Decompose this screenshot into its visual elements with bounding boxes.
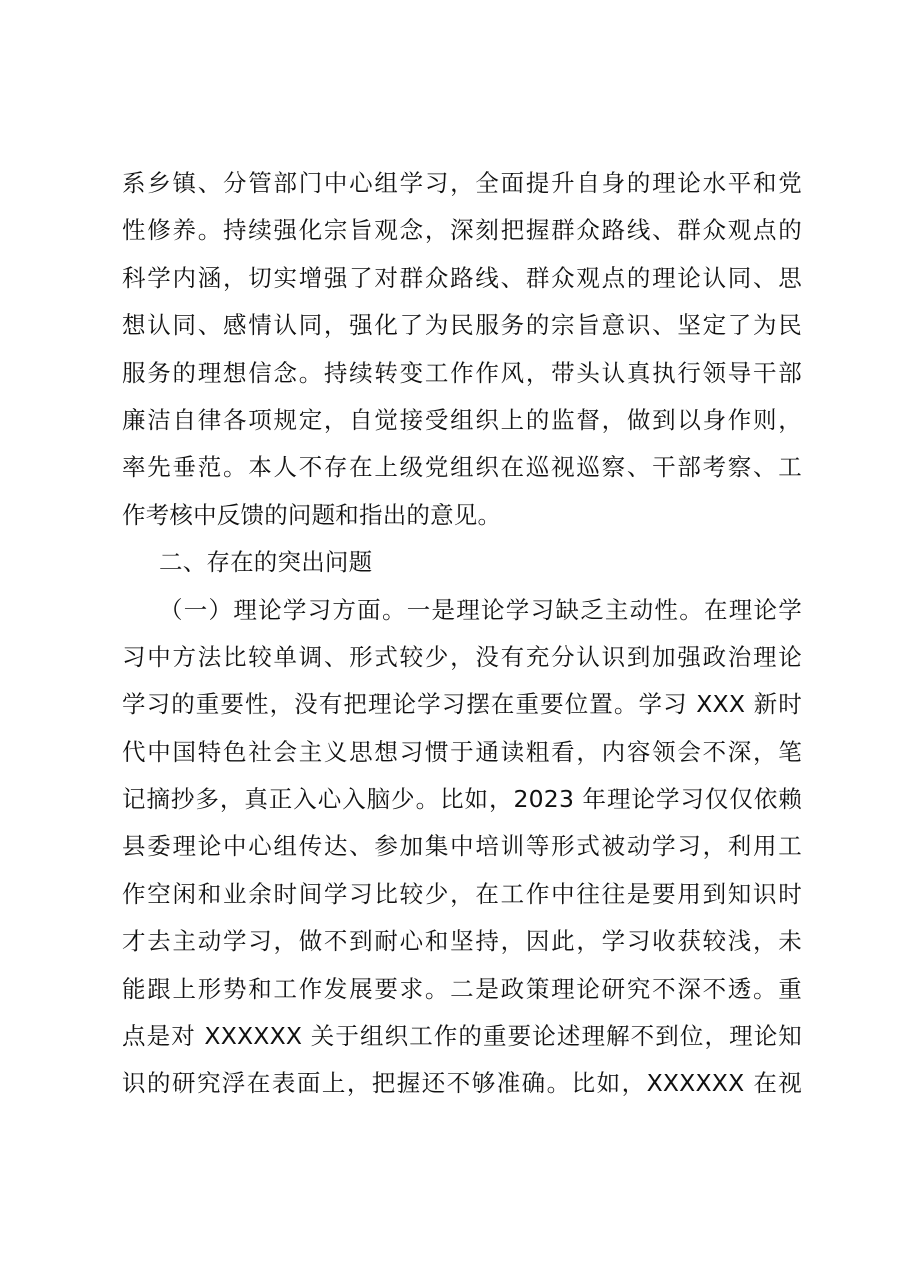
text-line: 习中方法比较单调、形式较少，没有充分认识到加强政治理论 (122, 642, 802, 671)
text-line: 县委理论中心组传达、参加集中培训等形式被动学习，利用工 (122, 832, 802, 861)
text-line: 识的研究浮在表面上，把握还不够准确。比如，XXXXXX 在视 (122, 1069, 802, 1098)
text-line: 作考核中反馈的问题和指出的意见。 (122, 500, 502, 529)
text-line: 作空闲和业余时间学习比较少，在工作中往往是要用到知识时 (122, 879, 802, 908)
text-line: 率先垂范。本人不存在上级党组织在巡视巡察、干部考察、工 (122, 453, 802, 482)
text-line: 科学内涵，切实增强了对群众路线、群众观点的理论认同、思 (122, 263, 802, 292)
text-line: （一）理论学习方面。一是理论学习缺乏主动性。在理论学 (159, 595, 802, 624)
text-line: 代中国特色社会主义思想习惯于通读粗看，内容领会不深，笔 (122, 737, 802, 766)
text-line: 点是对 XXXXXX 关于组织工作的重要论述理解不到位，理论知 (122, 1022, 802, 1051)
document-body (122, 160, 802, 1108)
section-heading: 二、存在的突出问题 (159, 548, 373, 577)
text-line: 系乡镇、分管部门中心组学习，全面提升自身的理论水平和党 (122, 169, 802, 197)
paragraph-1 (122, 160, 802, 539)
text-line: 学习的重要性，没有把理论学习摆在重要位置。学习 XXX 新时 (122, 690, 802, 719)
text-line: 才去主动学习，做不到耐心和坚持，因此，学习收获较浅，未 (122, 927, 802, 956)
text-line: 想认同、感情认同，强化了为民服务的宗旨意识、坚定了为民 (122, 311, 802, 340)
text-line: 廉洁自律各项规定，自觉接受组织上的监督，做到以身作则， (122, 405, 802, 434)
text-line: 记摘抄多，真正入心入脑少。比如，2023 年理论学习仅仅依赖 (122, 785, 802, 814)
text-line: 性修养。持续强化宗旨观念，深刻把握群众路线、群众观点的 (122, 216, 802, 245)
text-line: 服务的理想信念。持续转变工作作风，带头认真执行领导干部 (122, 358, 802, 387)
paragraph-2 (122, 587, 802, 1108)
text-line: 能跟上形势和工作发展要求。二是政策理论研究不深不透。重 (122, 974, 802, 1003)
